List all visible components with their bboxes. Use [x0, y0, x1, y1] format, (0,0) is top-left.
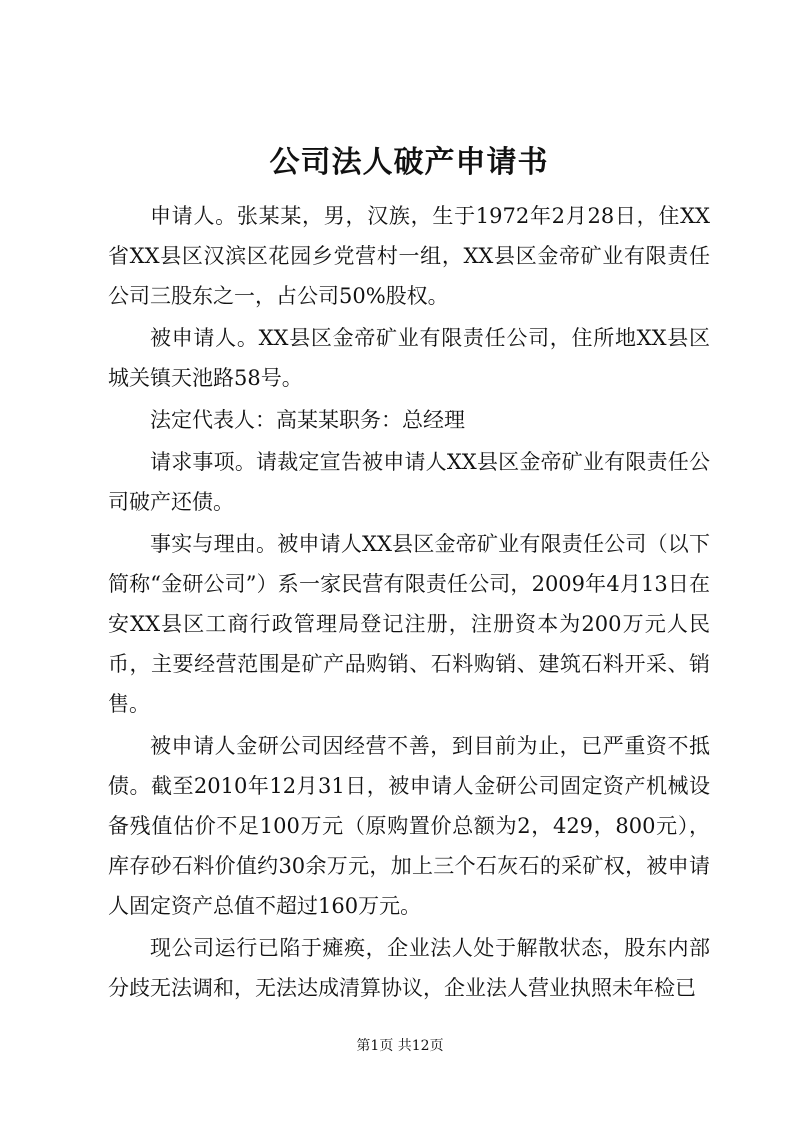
paragraph-facts-reasons: 事实与理由。被申请人XX县区金帝矿业有限责任公司（以下简称“金研公司”）系一家民营有限责任公司，2009年4月13日在安XX县区工商行政管理局登记注册，注册资本为200万元人民币，主要经营范围是矿产品购销、石料购销、建筑石料开采、销售。	[108, 532, 710, 716]
page-number-footer: 第1页 共12页	[356, 1038, 444, 1054]
paragraph-applicant: 申请人。张某某，男，汉族，生于1972年2月28日，住XX省XX县区汉滨区花园乡党营村一组，XX县区金帝矿业有限责任公司三股东之一，占公司50%股权。	[108, 204, 710, 308]
paragraph-current-status: 现公司运行已陷于瘫痪，企业法人处于解散状态，股东内部分歧无法调和，无法达成清算协议，企业法人营业执照未年检已	[108, 936, 710, 1000]
paragraph-respondent: 被申请人。XX县区金帝矿业有限责任公司，住所地XX县区城关镇天池路58号。	[108, 326, 710, 390]
paragraph-request: 请求事项。请裁定宣告被申请人XX县区金帝矿业有限责任公司破产还债。	[108, 450, 710, 514]
paragraph-insolvency: 被申请人金研公司因经营不善，到目前为止，已严重资不抵债。截至2010年12月31日，被申请人金研公司固定资产机械设备残值估价不足100万元（原购置价总额为2，429，800元），库存砂石料价值约30余万元，加上三个石灰石的采矿权，被申请人固定资产总值不超过160万元。	[108, 734, 710, 918]
document-title: 公司法人破产申请书	[269, 145, 549, 180]
paragraph-legal-representative: 法定代表人：高某某职务：总经理	[150, 408, 465, 432]
